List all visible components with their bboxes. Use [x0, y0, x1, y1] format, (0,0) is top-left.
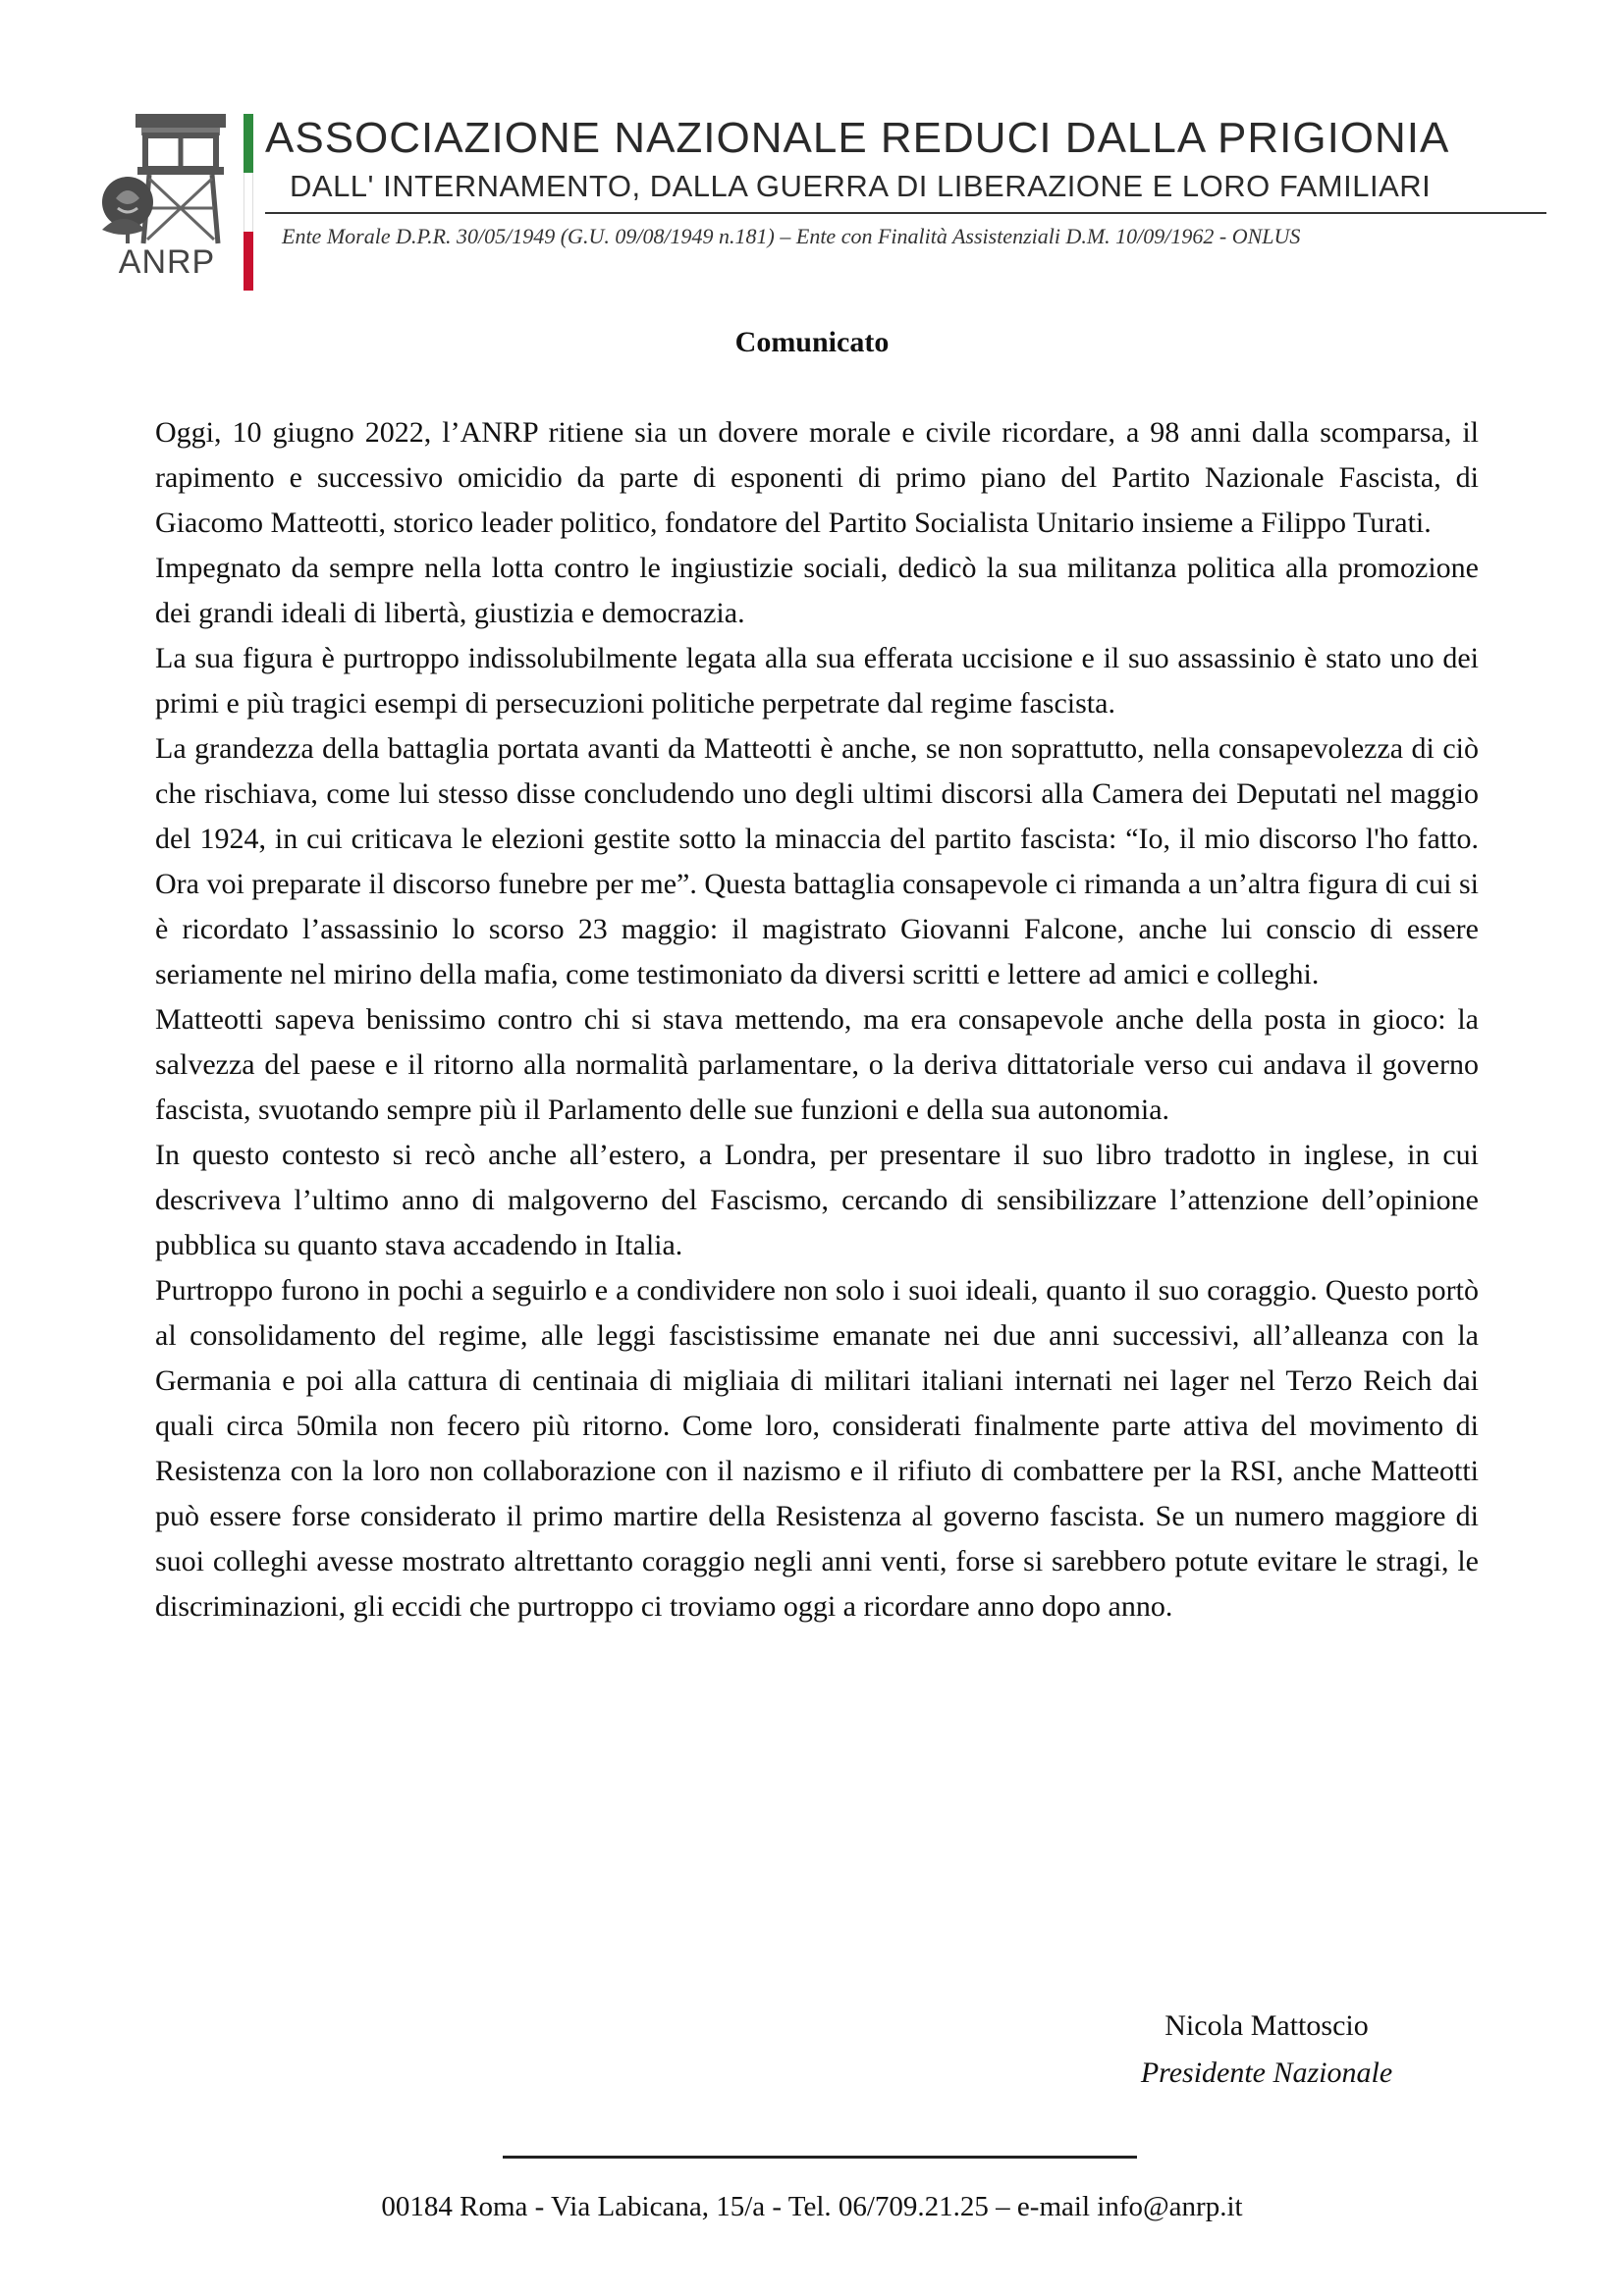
paragraph: Matteotti sapeva benissimo contro chi si stava mettendo, ma era consapevole anche della posta in gioco: la salvezza del paese e il ritorno alla normalità parlamentare, o la deriva dittatoriale verso cui andava il governo fascista, svuotando sempre più il Parlamento delle sue funzioni e della sua autonomia. — [155, 1003, 1479, 1126]
signature-block — [1060, 2002, 1473, 2097]
italian-flag-stripe — [244, 114, 253, 291]
watchtower-rose-icon — [88, 108, 245, 245]
footer-contact: 00184 Roma - Via Labicana, 15/a - Tel. 06/709.21.25 – e-mail info@anrp.it — [381, 2191, 1243, 2222]
anrp-logo — [88, 108, 245, 285]
document-body — [155, 410, 1479, 1629]
paragraph: Oggi, 10 giugno 2022, l’ANRP ritiene sia un dovere morale e civile ricordare, a 98 anni dalla scomparsa, il rapimento e successivo omicidio da parte di esponenti di primo piano del Partito Nazionale Fascista, di Giacomo Matteotti, storico leader politico, fondatore del Partito Socialista Unitario insieme a Filippo Turati. — [155, 416, 1479, 539]
paragraph: Impegnato da sempre nella lotta contro le ingiustizie sociali, dedicò la sua militanza politica alla promozione dei grandi ideali di libertà, giustizia e democrazia. — [155, 552, 1479, 629]
paragraph: In questo contesto si recò anche all’estero, a Londra, per presentare il suo libro tradotto in inglese, in cui descriveva l’ultimo anno di malgoverno del Fascismo, cercando di sensibilizzare l’attenzione dell’opinione pubblica su quanto stava accadendo in Italia. — [155, 1139, 1479, 1261]
organization-legal-info: Ente Morale D.P.R. 30/05/1949 (G.U. 09/08/1949 n.181) – Ente con Finalità Assistenziali D.M. 10/09/1962 - ONLUS — [282, 224, 1301, 248]
logo-text: ANRP — [118, 243, 216, 281]
letterhead — [88, 108, 1512, 294]
organization-name: ASSOCIAZIONE NAZIONALE REDUCI DALLA PRIGIONIA — [265, 114, 1450, 162]
organization-subtitle: DALL' INTERNAMENTO, DALLA GUERRA DI LIBERAZIONE E LORO FAMILIARI — [290, 169, 1432, 203]
signatory-role: Presidente Nazionale — [1140, 2056, 1393, 2089]
paragraph: La grandezza della battaglia portata avanti da Matteotti è anche, se non soprattutto, nella consapevolezza di ciò che rischiava, come lui stesso disse concludendo uno degli ultimi discorsi alla Camera dei Deputati nel maggio del 1924, in cui criticava le elezioni gestite sotto la minaccia del partito fascista: “Io, il mio discorso l'ho fatto. Ora voi preparate il discorso funebre per me”. Questa battaglia consapevole ci rimanda a un’altra figura di cui si è ricordato l’assassinio lo scorso 23 maggio: il magistrato Giovanni Falcone, anche lui conscio di essere seriamente nel mirino della mafia, come testimoniato da diversi scritti e lettere ad amici e colleghi. — [155, 732, 1479, 990]
signatory-name: Nicola Mattoscio — [1164, 2009, 1369, 2042]
footer-divider — [503, 2156, 1137, 2159]
document-title: Comunicato — [734, 326, 890, 358]
header-divider — [265, 212, 1546, 214]
paragraph: Purtroppo furono in pochi a seguirlo e a condividere non solo i suoi ideali, quanto il suo coraggio. Questo portò al consolidamento del regime, alle leggi fascistissime emanate nei due anni successivi, all’alleanza con la Germania e poi alla cattura di centinaia di migliaia di militari italiani internati nei lager nel Terzo Reich dai quali circa 50mila non fecero più ritorno. Come loro, considerati finalmente parte attiva del movimento di Resistenza con la loro non collaborazione con il nazismo e il rifiuto di combattere per la RSI, anche Matteotti può essere forse considerato il primo martire della Resistenza al governo fascista. Se un numero maggiore di suoi colleghi avesse mostrato altrettanto coraggio negli anni venti, forse si sarebbero potute evitare le stragi, le discriminazioni, gli eccidi che purtroppo ci troviamo oggi a ricordare anno dopo anno. — [155, 1274, 1479, 1623]
paragraph: La sua figura è purtroppo indissolubilmente legata alla sua efferata uccisione e il suo assassinio è stato uno dei primi e più tragici esempi di persecuzioni politiche perpetrate dal regime fascista. — [155, 642, 1479, 720]
